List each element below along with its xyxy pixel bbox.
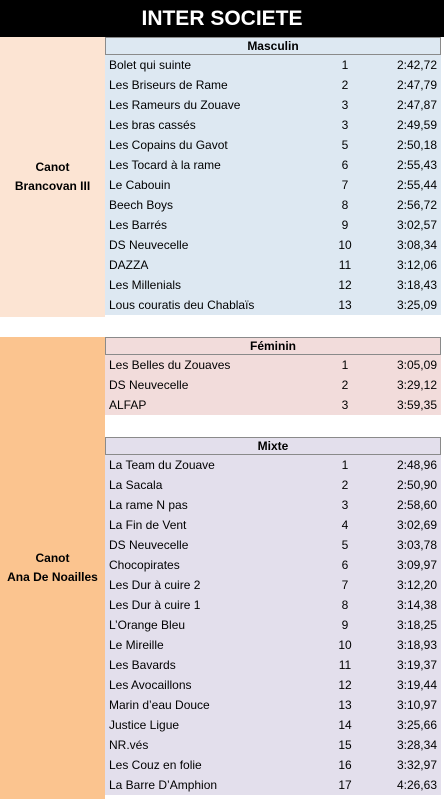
team-name: Les Bavards	[109, 658, 176, 672]
time: 2:47,79	[396, 78, 437, 92]
team-name: La Sacala	[109, 478, 163, 492]
canot-line2: Brancovan III	[14, 179, 91, 193]
table-row	[105, 675, 441, 695]
time: 2:49,59	[396, 118, 437, 132]
mixte-header: Mixte	[105, 437, 441, 455]
time: 3:09,97	[396, 558, 437, 572]
table-row	[105, 575, 441, 595]
team-name: Les Dur à cuire 1	[109, 598, 201, 612]
table-row	[105, 455, 441, 475]
mixte-table	[105, 437, 441, 795]
table-row	[105, 555, 441, 575]
table-row	[105, 55, 441, 75]
team-name: Les Dur à cuire 2	[109, 578, 201, 592]
team-name: DAZZA	[109, 258, 149, 272]
team-name: Les Belles du Zouaves	[109, 358, 231, 372]
team-name: Lous couratis deu Chablaïs	[109, 298, 255, 312]
time: 3:05,09	[396, 358, 437, 372]
team-name: ALFAP	[109, 398, 147, 412]
table-row	[105, 155, 441, 175]
time: 2:50,18	[396, 138, 437, 152]
team-name: La Team du Zouave	[109, 458, 215, 472]
block-brancovan	[0, 37, 444, 317]
time: 2:58,60	[396, 498, 437, 512]
table-row	[105, 255, 441, 275]
team-name: L’Orange Bleu	[109, 618, 186, 632]
table-row	[105, 755, 441, 775]
team-name: Les Rameurs du Zouave	[109, 98, 241, 112]
masculin-header: Masculin	[105, 37, 441, 55]
rank: 12	[338, 278, 352, 292]
rank: 7	[341, 578, 349, 592]
rank: 1	[341, 58, 349, 72]
rank: 2	[341, 478, 349, 492]
rank: 8	[341, 198, 349, 212]
mixte-rows	[105, 455, 441, 795]
time: 3:08,34	[396, 238, 437, 252]
table-row	[105, 195, 441, 215]
time: 2:42,72	[396, 58, 437, 72]
table-row	[105, 355, 441, 375]
time: 3:25,66	[396, 718, 437, 732]
team-name: Les Briseurs de Rame	[109, 78, 228, 92]
time: 2:55,44	[396, 178, 437, 192]
table-row	[105, 535, 441, 555]
time: 2:48,96	[396, 458, 437, 472]
team-name: Le Mireille	[109, 638, 164, 652]
table-row	[105, 515, 441, 535]
team-name: DS Neuvecelle	[109, 538, 189, 552]
time: 3:28,34	[396, 738, 437, 752]
time: 3:02,57	[396, 218, 437, 232]
feminin-rows	[105, 355, 441, 415]
rank: 4	[341, 518, 349, 532]
time: 3:29,12	[396, 378, 437, 392]
time: 2:56,72	[396, 198, 437, 212]
table-row	[105, 175, 441, 195]
team-name: Bolet qui suinte	[109, 58, 192, 72]
rank: 11	[338, 258, 352, 272]
table-row	[105, 375, 441, 395]
table-row	[105, 695, 441, 715]
masculin-rows	[105, 55, 441, 315]
table-row	[105, 95, 441, 115]
table-row	[105, 615, 441, 635]
time: 3:12,20	[396, 578, 437, 592]
time: 3:02,69	[396, 518, 437, 532]
team-name: DS Neuvecelle	[109, 238, 189, 252]
rank: 5	[341, 138, 349, 152]
rank: 3	[341, 398, 349, 412]
rank: 6	[341, 158, 349, 172]
table-row	[105, 635, 441, 655]
masculin-table	[105, 37, 441, 315]
rank: 3	[341, 98, 349, 112]
block-ana-de-noailles	[0, 337, 444, 799]
team-name: La rame N pas	[109, 498, 188, 512]
rank: 5	[341, 538, 349, 552]
rank: 9	[341, 218, 349, 232]
team-name: La Fin de Vent	[109, 518, 187, 532]
rank: 11	[338, 658, 352, 672]
rank: 1	[341, 458, 349, 472]
team-name: Les Couz en folie	[109, 758, 202, 772]
team-name: Les Millenials	[109, 278, 182, 292]
time: 3:03,78	[396, 538, 437, 552]
canot-line1: Canot	[35, 551, 70, 565]
team-name: Les Avocaillons	[109, 678, 192, 692]
table-row	[105, 75, 441, 95]
table-row	[105, 235, 441, 255]
canot-line2: Ana De Noailles	[7, 570, 98, 584]
rank: 8	[341, 598, 349, 612]
team-name: Beech Boys	[109, 198, 174, 212]
rank: 9	[341, 618, 349, 632]
time: 3:19,37	[396, 658, 437, 672]
table-row	[105, 715, 441, 735]
time: 3:18,43	[396, 278, 437, 292]
time: 3:59,35	[396, 398, 437, 412]
rank: 6	[341, 558, 349, 572]
table-row	[105, 395, 441, 415]
time: 3:12,06	[396, 258, 437, 272]
rank: 13	[338, 298, 352, 312]
feminin-table	[105, 337, 441, 415]
time: 3:25,09	[396, 298, 437, 312]
time: 3:14,38	[396, 598, 437, 612]
team-name: Chocopirates	[109, 558, 180, 572]
rank: 2	[341, 378, 349, 392]
team-name: Les Barrés	[109, 218, 168, 232]
rank: 1	[341, 358, 349, 372]
canot-line1: Canot	[35, 160, 70, 174]
table-row	[105, 215, 441, 235]
time: 3:19,44	[396, 678, 437, 692]
team-name: DS Neuvecelle	[109, 378, 189, 392]
time: 2:47,87	[396, 98, 437, 112]
canot-label-ana	[0, 337, 105, 799]
table-row	[105, 295, 441, 315]
team-name: Justice Ligue	[109, 718, 180, 732]
time: 2:50,90	[396, 478, 437, 492]
rank: 12	[338, 678, 352, 692]
rank: 16	[338, 758, 352, 772]
rank: 10	[338, 238, 352, 252]
team-name: NR.vés	[109, 738, 149, 752]
table-row	[105, 475, 441, 495]
rank: 13	[338, 698, 352, 712]
table-row	[105, 135, 441, 155]
time: 3:32,97	[396, 758, 437, 772]
rank: 15	[338, 738, 352, 752]
team-name: Les bras cassés	[109, 118, 196, 132]
table-row	[105, 275, 441, 295]
rank: 17	[338, 778, 352, 792]
feminin-header: Féminin	[105, 337, 441, 355]
canot-label-brancovan	[0, 37, 105, 317]
time: 4:26,63	[396, 778, 437, 792]
page-title: INTER SOCIETE	[0, 0, 444, 37]
team-name: Marin d’eau Douce	[109, 698, 210, 712]
rank: 3	[341, 118, 349, 132]
time: 3:18,25	[396, 618, 437, 632]
time: 2:55,43	[396, 158, 437, 172]
rank: 3	[341, 498, 349, 512]
team-name: Les Copains du Gavot	[109, 138, 228, 152]
table-row	[105, 775, 441, 795]
rank: 14	[338, 718, 352, 732]
rank: 10	[338, 638, 352, 652]
table-row	[105, 735, 441, 755]
time: 3:18,93	[396, 638, 437, 652]
team-name: Le Cabouin	[109, 178, 171, 192]
rank: 2	[341, 78, 349, 92]
team-name: La Barre D’Amphion	[109, 778, 218, 792]
rank: 7	[341, 178, 349, 192]
table-row	[105, 655, 441, 675]
team-name: Les Tocard à la rame	[109, 158, 221, 172]
time: 3:10,97	[396, 698, 437, 712]
table-row	[105, 115, 441, 135]
table-row	[105, 595, 441, 615]
table-row	[105, 495, 441, 515]
